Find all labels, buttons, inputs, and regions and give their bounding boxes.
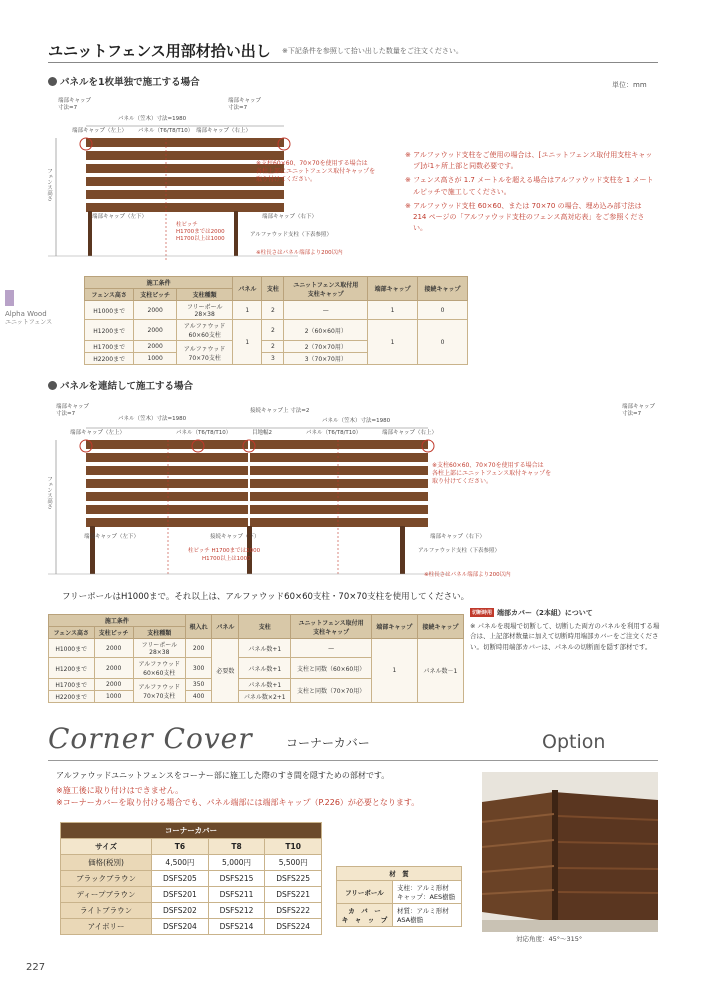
cut-tag: 切断時用	[472, 610, 493, 616]
table-header: 端部キャップ	[368, 277, 418, 301]
red-note: ※施工後に取り付けはできません。	[56, 786, 184, 795]
rail	[250, 518, 428, 527]
cut-title: 端部カバー（2本組）について	[497, 609, 593, 617]
panel-type-left-label: パネル（T6/T8/T10）	[176, 430, 232, 436]
table-group-header: 施工条件	[85, 277, 233, 289]
fence-left-face	[482, 792, 554, 922]
diagram1-note: ※支柱60×60、70×70を使用する場合は 各柱上部にユニットフェンス取付キャップを 取り付けてください。	[256, 160, 376, 184]
corner-cover	[552, 790, 558, 924]
table-header: パネル	[212, 615, 239, 639]
rail	[86, 440, 248, 449]
rail	[250, 440, 428, 449]
cap-left-top-label: 端部キャップ 寸法=7	[56, 404, 90, 417]
pitch-h1700-up-label: H1700以上は1000	[176, 236, 225, 242]
table-header: 接続キャップ	[418, 277, 468, 301]
ground	[482, 920, 658, 932]
pitch-label: 柱ピッチ H1700までは2000	[188, 548, 261, 554]
cap-right-top-label: 端部キャップ 寸法=7	[228, 98, 262, 111]
table-header: 端部キャップ	[371, 615, 417, 639]
fence-height-label: フェンス高さ	[46, 476, 52, 509]
table-header: 接続キャップ	[417, 615, 463, 639]
rail	[86, 203, 284, 212]
rail	[250, 466, 428, 475]
cap-left-top-label: 端部キャップ 寸法=7	[58, 98, 92, 111]
cut-cover-note	[470, 608, 660, 652]
joint-dim-label: 接続キャップ上 寸法=2	[250, 408, 310, 414]
embed-label: ※柱長さはパネル端部より200以内	[256, 250, 343, 256]
rail	[86, 138, 284, 147]
section1-red-notes	[405, 150, 655, 237]
panel-note: フリーポールはH1000まで。それ以上は、アルファウッド60×60支柱・70×70支柱を使用してください。	[62, 592, 470, 602]
table-header: 支柱	[262, 277, 284, 301]
table-header: 支柱	[239, 615, 291, 639]
rail	[86, 518, 248, 527]
corner-cover-photo	[482, 772, 658, 932]
table-header: T6	[152, 839, 209, 855]
table-caption: コーナーカバー	[61, 823, 322, 839]
table-row: H2200まで 1000 3 3（70×70用）	[85, 353, 468, 365]
cap-lower-right-label: 端部キャップ（右下）	[430, 534, 486, 540]
red-note: ※ フェンス高さが 1.7 メートルを超える場合はアルファウッド支柱を 1 メートルピッチで施工してください。	[405, 176, 654, 196]
cap-lower-right-label: 端部キャップ（右下）	[262, 214, 318, 220]
pitch2-label: H1700以上は1000	[202, 556, 251, 562]
table-header: T10	[265, 839, 322, 855]
corner-red-notes	[56, 785, 419, 810]
fence-right-face	[554, 792, 658, 922]
table-header: フェンス高さ	[49, 627, 95, 639]
joint-lower-label: 接続キャップ（下）	[210, 534, 260, 540]
table-header: T8	[208, 839, 265, 855]
table-header: 支柱種類	[133, 627, 185, 639]
corner-desc: アルファウッドユニットフェンスをコーナー部に施工した際のすき間を隠すための部材です。	[56, 771, 390, 780]
table-header: 支柱種類	[177, 289, 233, 301]
panel-type-label: パネル（T6/T8/T10）	[138, 128, 194, 134]
table-row: H1700まで 2000 アルファウッド 70×70支柱 2 2（70×70用）	[85, 341, 468, 353]
cap-lower-left-label: 端部キャップ（左下）	[84, 534, 140, 540]
material-table	[336, 866, 462, 927]
post-label: アルファウッド支柱（下表参照）	[250, 232, 333, 238]
post	[234, 211, 238, 256]
table-row: フリーポール 支柱：アルミ形材 キャップ：AES樹脂	[337, 881, 462, 904]
section1-heading: パネルを1枚単独で施工する場合	[48, 74, 200, 88]
rail	[86, 479, 248, 488]
cap-right-label: 端部キャップ（右上）	[196, 128, 252, 134]
table-header: 支柱ピッチ	[94, 627, 133, 639]
rail	[86, 466, 248, 475]
pitch-h1700-label: H1700までは2000	[176, 229, 225, 235]
table-row: H1000まで 2000 フリーポール 28×38 200 必要数 パネル数+1 — 1 パネル数－1	[49, 639, 464, 658]
table-header: 根入れ	[185, 615, 212, 639]
table-group-header: 施工条件	[49, 615, 186, 627]
rail	[250, 492, 428, 501]
panel-dim-label: パネル（笠木）寸法=1980	[118, 116, 187, 122]
embed-label: ※柱長さはパネル端部より200以内	[424, 572, 511, 578]
rail-gap	[558, 892, 658, 893]
option-label: Option	[542, 731, 606, 753]
rail	[86, 453, 248, 462]
brand-color-tab	[5, 290, 14, 306]
table-row: H2200まで 1000 400 パネル数×2+1	[49, 691, 464, 703]
rail	[250, 479, 428, 488]
page-title: ユニットフェンス用部材拾い出し	[48, 42, 271, 60]
panel-dim-left-label: パネル（笠木）寸法=1980	[118, 416, 187, 422]
section1-table	[84, 276, 468, 365]
table-header: ユニットフェンス取付用 支柱キャップ	[291, 615, 372, 639]
table-header: 支柱ピッチ	[134, 289, 177, 301]
table-header: サイズ	[61, 839, 152, 855]
post-label: アルファウッド支柱（下表参照）	[418, 548, 501, 554]
pitch-label: 柱ピッチ	[176, 222, 198, 228]
cap-lower-left-label: 端部キャップ（左下）	[92, 214, 148, 220]
unit-label: 単位：mm	[612, 81, 647, 89]
fence-height-label: フェンス高さ	[46, 168, 52, 201]
page-number: 227	[26, 962, 46, 973]
rail	[86, 505, 248, 514]
brand-label: Alpha Wood ユニットフェンス	[5, 310, 53, 327]
table-header: 材 質	[337, 867, 462, 881]
corner-cover-table	[60, 822, 322, 935]
table-header: パネル	[233, 277, 262, 301]
bullet-icon	[48, 77, 57, 86]
table-row: 価格(税別) 4,500円 5,000円 5,500円	[61, 855, 322, 871]
rail	[86, 164, 284, 173]
table-row: ライトブラウン DSFS202 DSFS212 DSFS222	[61, 903, 322, 919]
panel-dim-right-label: パネル（笠木）寸法=1980	[322, 418, 391, 424]
bullet-icon	[48, 381, 57, 390]
corner-title-en: Corner Cover	[48, 722, 253, 755]
rail	[250, 505, 428, 514]
cap-right-label: 端部キャップ（右上）	[382, 430, 438, 436]
rail-gap	[558, 868, 658, 869]
table-row: ディープブラウン DSFS201 DSFS211 DSFS221	[61, 887, 322, 903]
table-row: H1000まで 2000 フリーポール 28×38 1 2 — 1 0	[85, 301, 468, 320]
cap-left-label: 端部キャップ（左上）	[70, 430, 126, 436]
panel-type-right-label: パネル（T6/T8/T10）	[306, 430, 362, 436]
section2-table	[48, 614, 464, 703]
post	[400, 526, 405, 574]
table-header: ユニットフェンス取付用 支柱キャップ	[284, 277, 368, 301]
rail	[86, 190, 284, 199]
table-row: ブラックブラウン DSFS205 DSFS215 DSFS225	[61, 871, 322, 887]
rail	[250, 453, 428, 462]
corner-title-ja: コーナーカバー	[286, 736, 370, 750]
table-row: カ バ ー キ ャ ッ プ 材質：アルミ形材 ASA樹脂	[337, 904, 462, 927]
photo-caption: 対応角度：45°〜315°	[516, 935, 583, 943]
page-title-note: ※下記条件を参照して拾い出した数量をご注文ください。	[282, 47, 463, 55]
section2-heading: パネルを連結して施工する場合	[48, 378, 193, 392]
cut-body: ※ パネルを現場で切断して、切断した両方のパネルを利用する場合は、上記部材数量に加えて切断時用端部カバーをご注文ください。切断時用端部カバーは、パネルの切断面を隠す部材です。	[470, 622, 660, 651]
red-note: ※ アルファウッド支柱 60×60、または 70×70 の場合、埋め込み部寸法は 214 ページの「アルファウッド支柱のフェンス高対応表」をご参照ください。	[405, 201, 645, 233]
red-note: ※コーナーカバーを取り付ける場合でも、パネル端部には端部キャップ（P.226）が必要となります。	[56, 798, 420, 808]
cap-right-top-label: 端部キャップ 寸法=7	[622, 404, 656, 417]
diagram2-note: ※支柱60×60、70×70を使用する場合は 各柱上部にユニットフェンス取付キャップを 取り付けてください。	[432, 462, 552, 486]
rail	[86, 492, 248, 501]
table-row: アイボリー DSFS204 DSFS214 DSFS224	[61, 919, 322, 935]
red-note: ※ アルファウッド支柱をご使用の場合は、[ユニットフェンス取付用支柱キャップ]が1ヶ所上部と同数必要です。	[405, 151, 653, 171]
joint-label: 目地幅2	[252, 430, 272, 436]
title-divider	[48, 62, 658, 63]
table-row: H1200まで 2000 アルファウッド 60×60支柱 300 パネル数+1 支柱と同数（60×60用）	[49, 658, 464, 679]
rail	[86, 177, 284, 186]
cap-left-label: 端部キャップ（左上）	[72, 128, 128, 134]
table-row: H1200まで 2000 アルファウッド 60×60支柱 1 2 2（60×60用） 1 0	[85, 320, 468, 341]
corner-divider	[48, 760, 658, 761]
table-header: フェンス高さ	[85, 289, 134, 301]
table-row: H1700まで 2000 アルファウッド 70×70支柱 350 パネル数+1 支柱と同数（70×70用）	[49, 679, 464, 691]
rail	[86, 151, 284, 160]
